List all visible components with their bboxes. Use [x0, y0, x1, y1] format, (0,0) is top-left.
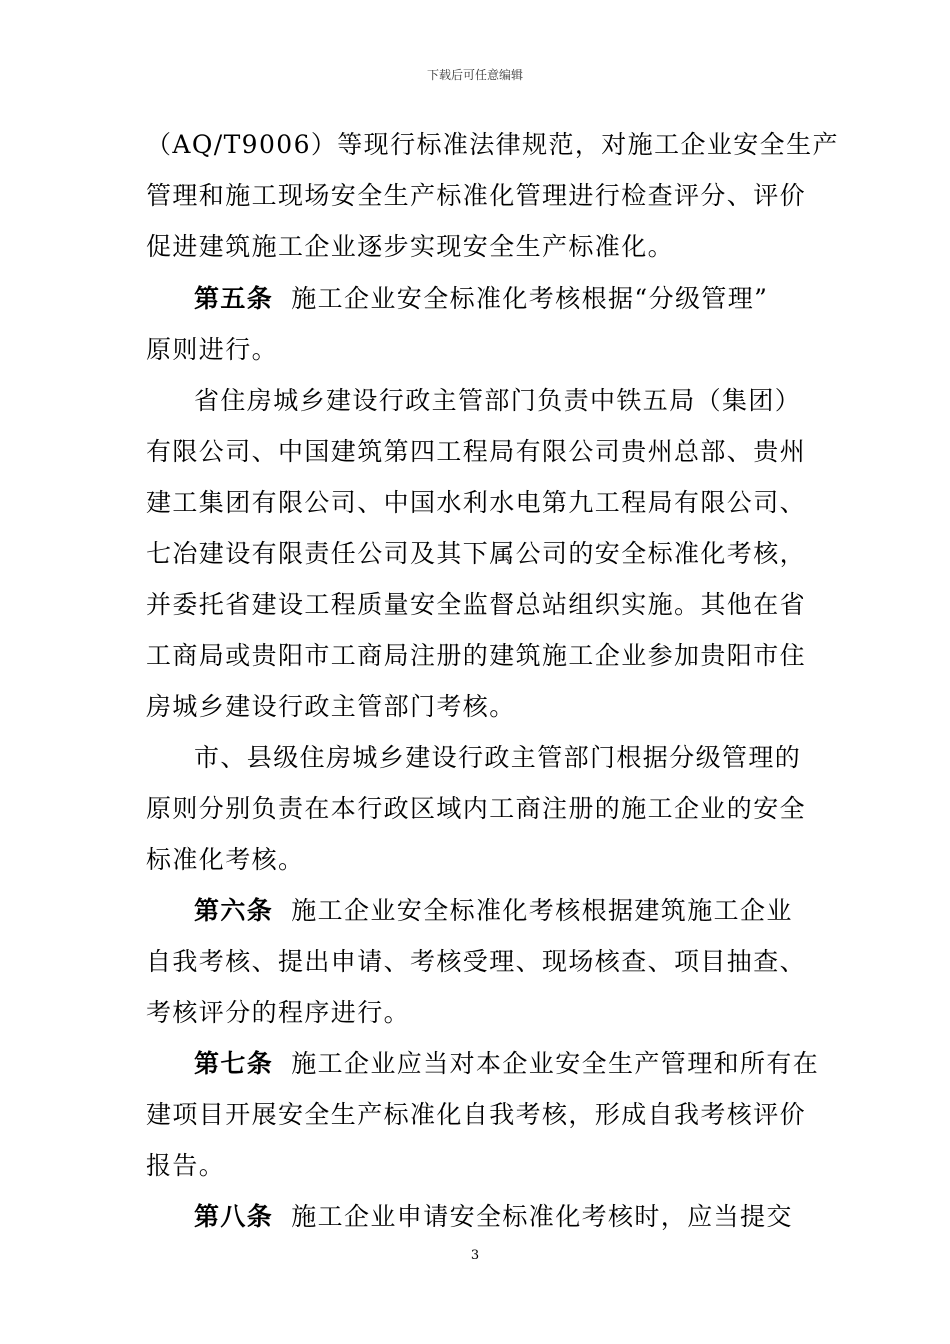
article-label: 第六条 [194, 896, 274, 925]
text-line: 考核评分的程序进行。 [146, 998, 411, 1027]
article-label: 第七条 [194, 1049, 274, 1078]
article-label: 第五条 [194, 284, 274, 313]
text-line: 七冶建设有限责任公司及其下属公司的安全标准化考核， [146, 539, 807, 568]
page-header: 下载后可任意编辑 [426, 68, 523, 82]
article-label: 第八条 [194, 1202, 274, 1231]
article-heading-line: 第八条 施工企业申请安全标准化考核时，应当提交 [194, 1202, 793, 1231]
text-line: （AQ/T9006）等现行标准法律规范，对施工企业安全生产 [146, 130, 839, 159]
text-line: 并委托省建设工程质量安全监督总站组织实施。其他在省 [146, 590, 807, 619]
text-line: 建项目开展安全生产标准化自我考核，形成自我考核评价 [146, 1100, 807, 1129]
page-number: 3 [470, 1248, 480, 1263]
text-line: 房城乡建设行政主管部门考核。 [146, 692, 516, 721]
text-line: 省住房城乡建设行政主管部门负责中铁五局（集团） [194, 386, 802, 415]
text-line: 原则分别负责在本行政区域内工商注册的施工企业的安全 [146, 794, 807, 823]
text-line: 建工集团有限公司、中国水利水电第九工程局有限公司、 [146, 488, 807, 517]
article-heading-line: 第七条 施工企业应当对本企业安全生产管理和所有在 [194, 1049, 820, 1078]
text-line: 促进建筑施工企业逐步实现安全生产标准化。 [146, 232, 675, 261]
text-line: 工商局或贵阳市工商局注册的建筑施工企业参加贵阳市住 [146, 641, 807, 670]
text-line: 标准化考核。 [146, 845, 305, 874]
text-line: 市、县级住房城乡建设行政主管部门根据分级管理的 [194, 743, 802, 772]
text-line: 报告。 [146, 1151, 226, 1180]
text-line: 自我考核、提出申请、考核受理、现场核查、项目抽查、 [146, 947, 807, 976]
text-line: 管理和施工现场安全生产标准化管理进行检查评分、评价 [146, 181, 807, 210]
article-heading-line: 第五条 施工企业安全标准化考核根据“分级管理” [194, 284, 769, 313]
text-line: 有限公司、中国建筑第四工程局有限公司贵州总部、贵州 [146, 437, 807, 466]
article-heading-line: 第六条 施工企业安全标准化考核根据建筑施工企业 [194, 896, 793, 925]
text-line: 原则进行。 [146, 335, 279, 364]
